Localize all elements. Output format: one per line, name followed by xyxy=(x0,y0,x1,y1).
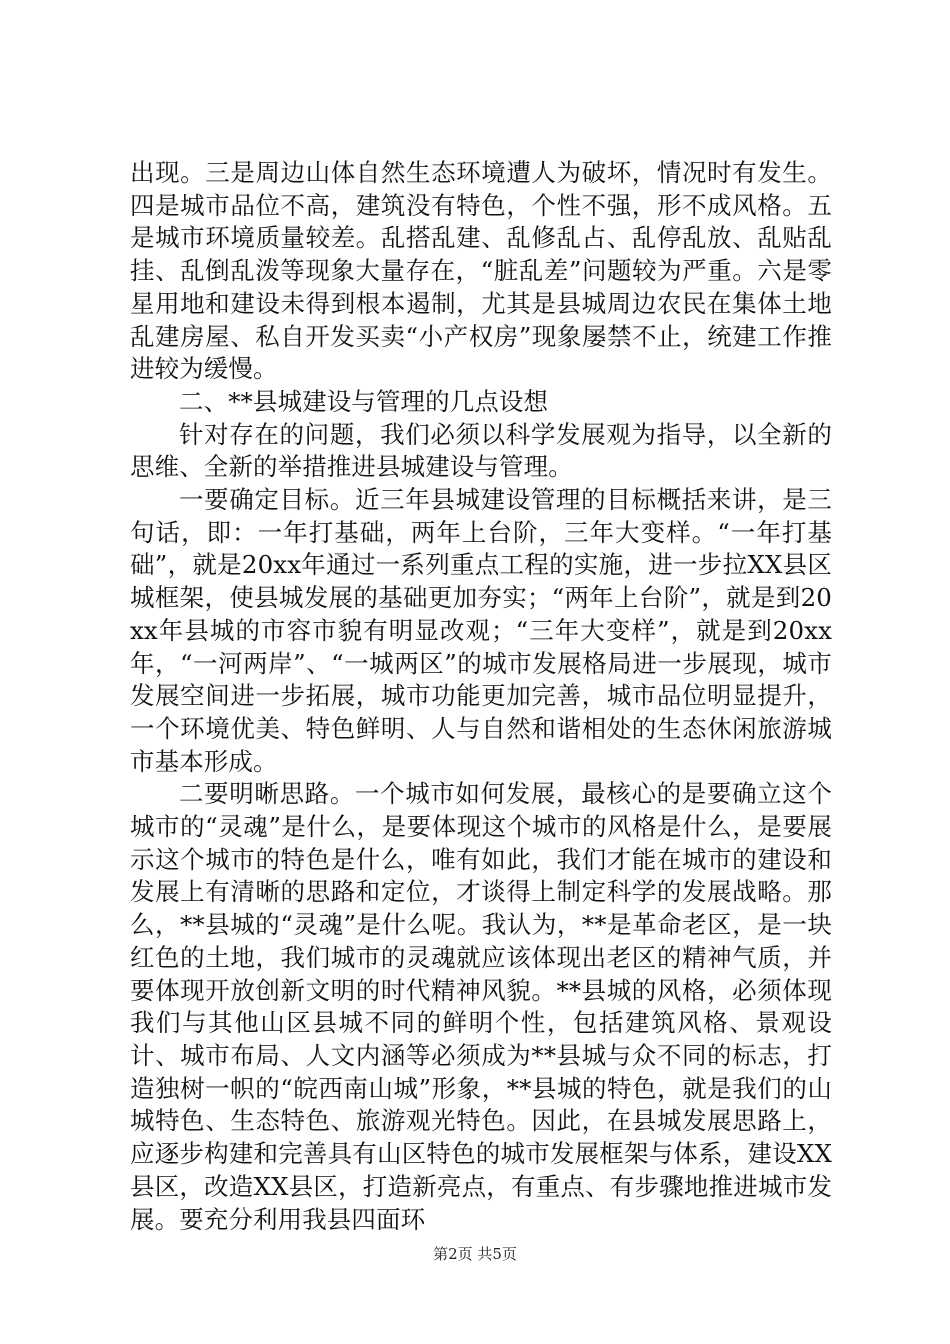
paragraph-approach: 二要明晰思路。一个城市如何发展，最核心的是要确立这个城市的“灵魂”是什么，是要体现这个城市的风格是什么，是要展示这个城市的特色是什么，唯有如此，我们才能在城市的建设和发展上有清晰的思路和定位，才谈得上制定科学的发展战略。那么，**县城的“灵魂”是什么呢。我认为，**是革命老区，是一块红色的土地，我们城市的灵魂就应该体现出老区的精神气质，并要体现开放创新文明的时代精神风貌。**县城的风格，必须体现我们与其他山区县城不同的鲜明个性，包括建筑风格、景观设计、城市布局、人文内涵等必须成为**县城与众不同的标志，打造独树一帜的“皖西南山城”形象，**县城的特色，就是我们的山城特色、生态特色、旅游观光特色。因此，在县城发展思路上，应逐步构建和完善具有山区特色的城市发展框架与体系，建设XX县区，改造XX县区，打造新亮点，有重点、有步骤地推进城市发展。要充分利用我县四面环 xyxy=(130,779,832,1234)
paragraph-problems-continued: 出现。三是周边山体自然生态环境遭人为破坏，情况时有发生。四是城市品位不高，建筑没有特色，个性不强，形不成风格。五是城市环境质量较差。乱搭乱建、乱修乱占、乱停乱放、乱贴乱挂、乱倒乱泼等现象大量存在，“脏乱差”问题较为严重。六是零星用地和建设未得到根本遏制，尤其是县城周边农民在集体土地乱建房屋、私自开发买卖“小产权房”现象屡禁不止，统建工作推进较为缓慢。 xyxy=(130,158,832,384)
page-number-footer: 第2页 共5页 xyxy=(433,1245,517,1263)
document-body xyxy=(130,157,832,1236)
paragraph-intro: 针对存在的问题，我们必须以科学发展观为指导，以全新的思维、全新的举措推进县城建设与管理。 xyxy=(130,419,832,482)
section-heading: 二、**县城建设与管理的几点设想 xyxy=(179,386,549,416)
paragraph-goals: 一要确定目标。近三年县城建设管理的目标概括来讲，是三句话，即：一年打基础，两年上台阶，三年大变样。“一年打基础”，就是20xx年通过一系列重点工程的实施，进一步拉XX县区城框架，使县城发展的基础更加夯实；“两年上台阶”，就是到20xx年县城的市容市貌有明显改观；“三年大变样”，就是到20xx年，“一河两岸”、“一城两区”的城市发展格局进一步展现，城市发展空间进一步拓展，城市功能更加完善，城市品位明显提升，一个环境优美、特色鲜明、人与自然和谐相处的生态休闲旅游城市基本形成。 xyxy=(130,485,832,776)
